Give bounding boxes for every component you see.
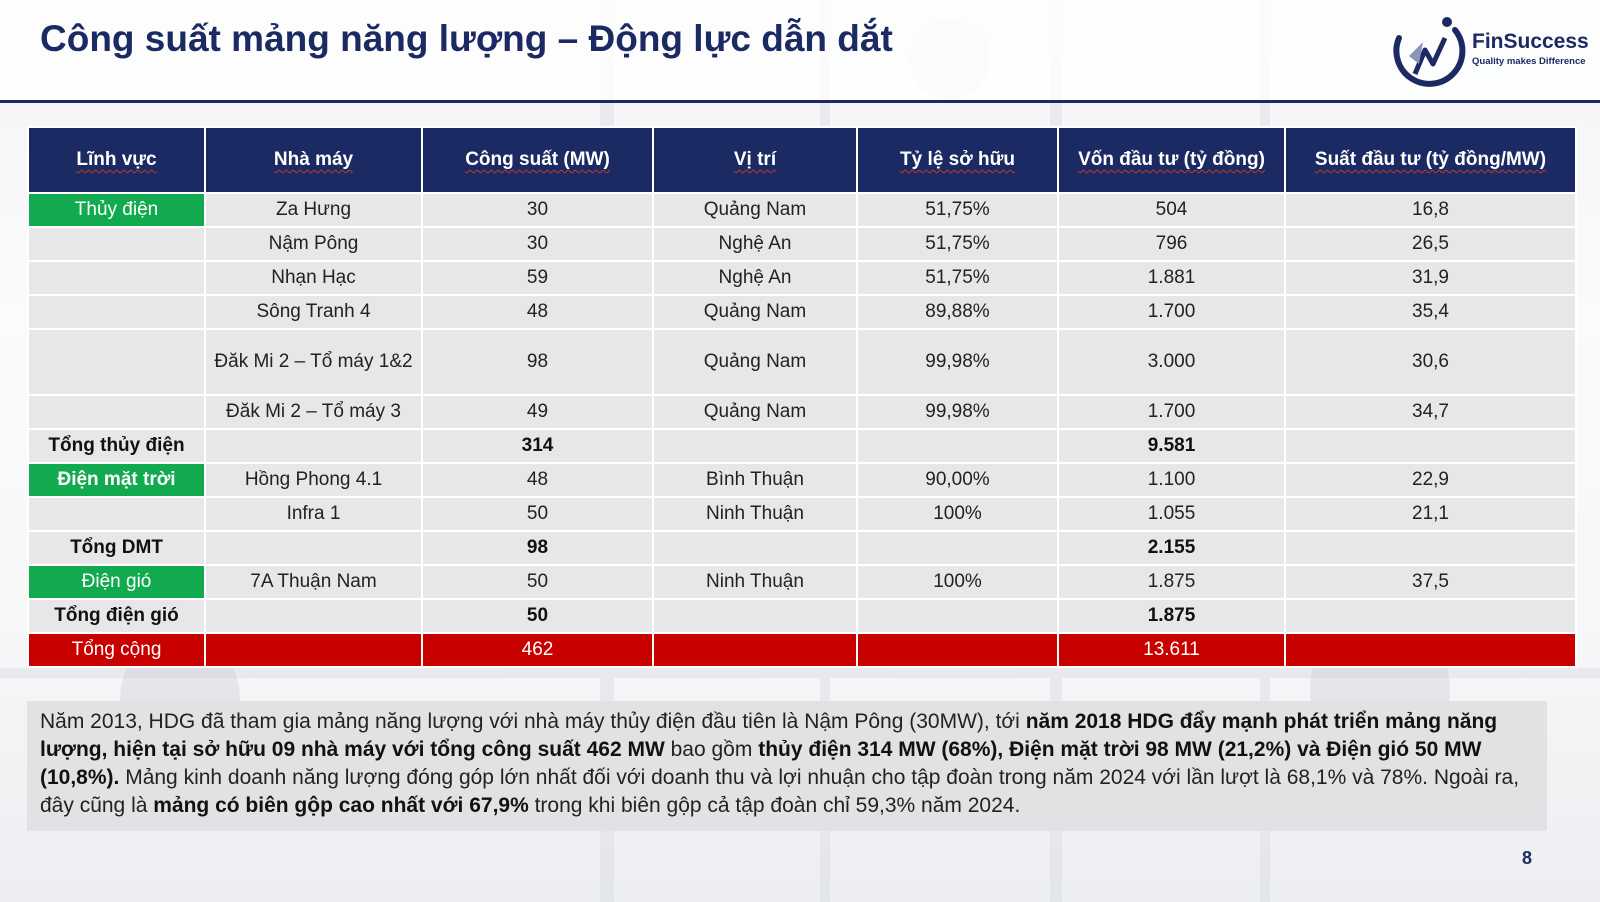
capacity-cell: 98 [422,531,653,565]
sector-cell [28,329,205,395]
subtotal-row [28,599,1576,633]
investment-cell: 796 [1058,227,1285,261]
sector-cell: Tổng DMT [28,531,205,565]
note-text-1: Năm 2013, HDG đã tham gia mảng năng lượng với nhà máy thủy điện đầu tiên là Nậm Pông (30MW), tới [40,710,1026,733]
col-header-unit-investment: Suất đầu tư (tỷ đồng/MW) [1285,127,1576,193]
col-header-investment: Vốn đầu tư (tỷ đồng) [1058,127,1285,193]
investment-cell: 1.700 [1058,395,1285,429]
unit-investment-cell [1285,531,1576,565]
sector-cell [28,261,205,295]
table-row [28,227,1576,261]
energy-capacity-table [27,126,1577,668]
ownership-cell: 99,98% [857,395,1058,429]
table-row [28,261,1576,295]
capacity-cell: 59 [422,261,653,295]
table-header-row [28,127,1576,193]
plant-cell: Nhạn Hạc [205,261,422,295]
location-cell: Nghệ An [653,227,857,261]
capacity-cell: 314 [422,429,653,463]
table-row [28,497,1576,531]
slide-header [0,0,1600,103]
logo-tagline: Quality makes Difference [1472,56,1586,67]
capacity-cell: 30 [422,227,653,261]
table-row [28,329,1576,395]
ownership-cell: 99,98% [857,329,1058,395]
table-row [28,295,1576,329]
location-cell: Quảng Nam [653,295,857,329]
unit-investment-cell: 26,5 [1285,227,1576,261]
sector-cell: Thủy điện [28,193,205,227]
summary-note [27,701,1547,831]
location-cell: Quảng Nam [653,193,857,227]
unit-investment-cell [1285,633,1576,667]
plant-cell [205,429,422,463]
capacity-cell: 50 [422,565,653,599]
sector-cell: Điện gió [28,565,205,599]
ownership-cell: 90,00% [857,463,1058,497]
plant-cell: Đăk Mi 2 – Tổ máy 3 [205,395,422,429]
table-row [28,193,1576,227]
investment-cell: 1.700 [1058,295,1285,329]
plant-cell: Sông Tranh 4 [205,295,422,329]
note-text-2: bao gồm [664,738,759,761]
location-cell: Bình Thuận [653,463,857,497]
plant-cell: 7A Thuận Nam [205,565,422,599]
slide-title: Công suất mảng năng lượng – Động lực dẫn dắt [40,18,893,59]
subtotal-row [28,429,1576,463]
plant-cell: Nậm Pông [205,227,422,261]
unit-investment-cell: 22,9 [1285,463,1576,497]
investment-cell: 1.881 [1058,261,1285,295]
plant-cell: Za Hưng [205,193,422,227]
investment-cell: 2.155 [1058,531,1285,565]
capacity-cell: 98 [422,329,653,395]
location-cell [653,633,857,667]
capacity-cell: 50 [422,599,653,633]
note-bold-1: năm 2018 HDG đẩy mạnh phát triển mảng năng lượng, hiện tại sở hữu 09 nhà máy với tổng công suất 462 MW [40,710,1498,761]
ownership-cell: 51,75% [857,193,1058,227]
sector-cell [28,395,205,429]
table-row [28,463,1576,497]
investment-cell: 1.875 [1058,599,1285,633]
capacity-cell: 50 [422,497,653,531]
ownership-cell: 100% [857,565,1058,599]
unit-investment-cell: 35,4 [1285,295,1576,329]
ownership-cell [857,531,1058,565]
unit-investment-cell [1285,429,1576,463]
col-header-ownership: Tỷ lệ sở hữu [857,127,1058,193]
note-bold-2: thủy điện 314 MW (68%), Điện mặt trời 98 MW (21,2%) và Điện gió 50 MW (10,8%). [40,738,1482,789]
summary-text [40,708,1545,820]
location-cell: Quảng Nam [653,395,857,429]
investment-cell: 1.875 [1058,565,1285,599]
investment-cell: 1.100 [1058,463,1285,497]
capacity-cell: 48 [422,295,653,329]
grand-total-row [28,633,1576,667]
note-bold-3: mảng có biên gộp cao nhất với 67,9% [153,794,529,817]
investment-cell: 9.581 [1058,429,1285,463]
unit-investment-cell: 21,1 [1285,497,1576,531]
unit-investment-cell: 31,9 [1285,261,1576,295]
plant-cell: Đăk Mi 2 – Tổ máy 1&2 [205,329,422,395]
ownership-cell [857,429,1058,463]
table-row [28,565,1576,599]
ownership-cell [857,633,1058,667]
capacity-cell: 48 [422,463,653,497]
location-cell [653,599,857,633]
page-number: 8 [1522,848,1533,868]
sector-cell: Tổng cộng [28,633,205,667]
ownership-cell [857,599,1058,633]
finsuccess-emblem-icon [1385,12,1469,92]
note-text-4: trong khi biên gộp cả tập đoàn chỉ 59,3% năm 2024. [528,794,1021,817]
sector-cell [28,497,205,531]
col-header-location: Vị trí [653,127,857,193]
unit-investment-cell: 16,8 [1285,193,1576,227]
location-cell [653,429,857,463]
sector-cell: Tổng điện gió [28,599,205,633]
col-header-plant: Nhà máy [205,127,422,193]
investment-cell: 3.000 [1058,329,1285,395]
plant-cell [205,633,422,667]
location-cell: Quảng Nam [653,329,857,395]
location-cell [653,531,857,565]
unit-investment-cell [1285,599,1576,633]
ownership-cell: 89,88% [857,295,1058,329]
sector-cell: Điện mặt trời [28,463,205,497]
ownership-cell: 51,75% [857,261,1058,295]
capacity-cell: 30 [422,193,653,227]
investment-cell: 1.055 [1058,497,1285,531]
capacity-cell: 49 [422,395,653,429]
sector-cell [28,227,205,261]
plant-cell [205,531,422,565]
capacity-cell: 462 [422,633,653,667]
subtotal-row [28,531,1576,565]
table-row [28,395,1576,429]
plant-cell [205,599,422,633]
finsuccess-logo [1385,12,1595,92]
investment-cell: 504 [1058,193,1285,227]
location-cell: Ninh Thuận [653,497,857,531]
sector-cell [28,295,205,329]
logo-name: FinSuccess [1472,30,1589,53]
ownership-cell: 51,75% [857,227,1058,261]
unit-investment-cell: 30,6 [1285,329,1576,395]
plant-cell: Infra 1 [205,497,422,531]
col-header-sector: Lĩnh vực [28,127,205,193]
unit-investment-cell: 34,7 [1285,395,1576,429]
plant-cell: Hồng Phong 4.1 [205,463,422,497]
location-cell: Ninh Thuận [653,565,857,599]
col-header-capacity: Công suất (MW) [422,127,653,193]
ownership-cell: 100% [857,497,1058,531]
location-cell: Nghệ An [653,261,857,295]
sector-cell: Tổng thủy điện [28,429,205,463]
note-text-3: Mảng kinh doanh năng lượng đóng góp lớn nhất đối với doanh thu và lợi nhuận cho tập đoàn trong năm 2024 với lần lượt là 68,1% và 78%. Ngoài ra, đây cũng là [40,766,1520,817]
investment-cell: 13.611 [1058,633,1285,667]
unit-investment-cell: 37,5 [1285,565,1576,599]
